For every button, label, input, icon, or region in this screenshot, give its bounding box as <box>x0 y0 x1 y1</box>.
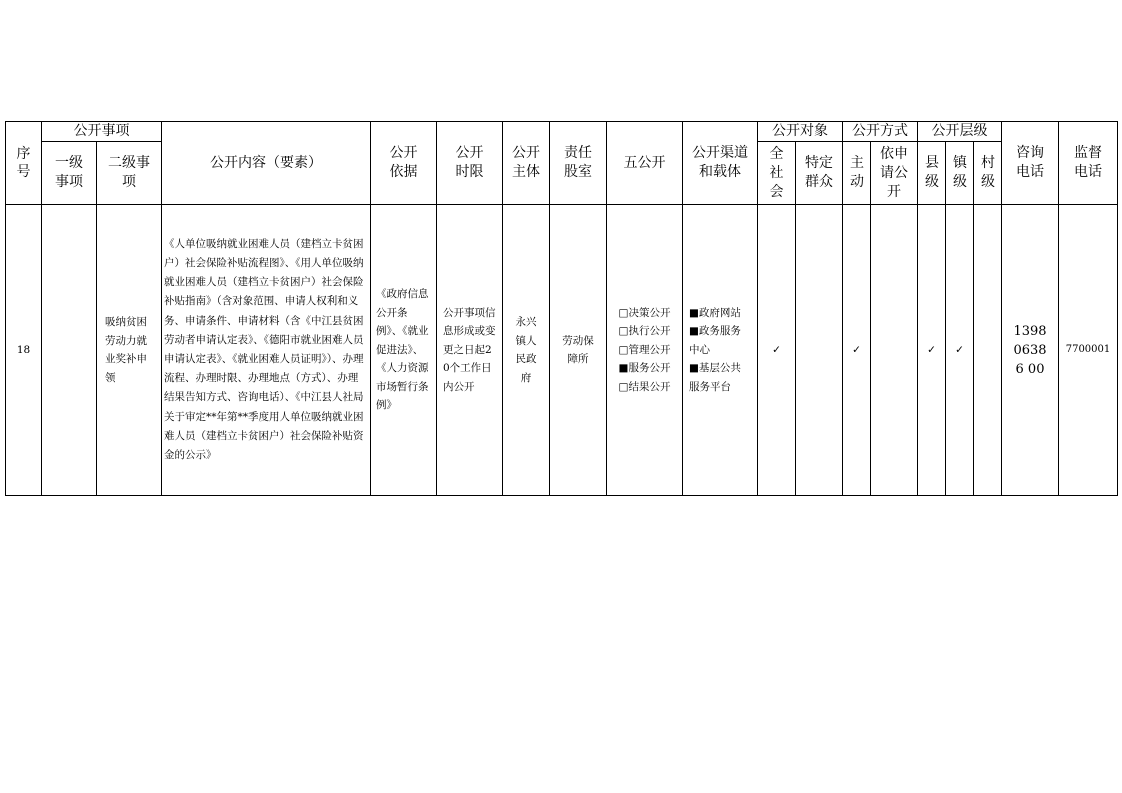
disclosure-table <box>5 121 1118 496</box>
header-items-group: 公开事项 <box>42 122 162 142</box>
row-method-apply-check <box>871 205 918 496</box>
row-level-village-check <box>974 205 1002 496</box>
row-target-all-check: ✓ <box>758 205 796 496</box>
header-target-group: 公开对象 <box>758 122 843 142</box>
row-level-town-check: ✓ <box>946 205 974 496</box>
row-five <box>607 205 683 496</box>
row-method-active-check: ✓ <box>843 205 871 496</box>
header-method-group: 公开方式 <box>843 122 918 142</box>
header-level-town: 镇级 <box>946 142 974 205</box>
row-content: 《人单位吸纳就业困难人员（建档立卡贫困户）社会保险补贴流程图》、《用人单位吸纳就业困难人员（建档立卡贫困户）社会保险补贴指南》（含对象范围、申请人权利和义务、申请条件、申请材料（含《中江县贫困劳动者申请认定表》、《德阳市就业困难人员申请认定表》、《就业困难人员证明》）、办理流程、办理时限、办理地点（方式）、办理结果告知方式、咨询电话）、《中江县人社局关于审定**年第**季度用人单位吸纳就业困难人员（建档立卡贫困户）社会保险补贴资金的公示》 <box>162 205 371 496</box>
five-item-service: ■服务公开 <box>618 362 671 375</box>
row-seq: 18 <box>6 205 42 496</box>
table-row <box>6 205 1118 496</box>
channel-grassroots-platform: ■基层公共服务平台 <box>689 362 741 393</box>
five-item-result: □结果公开 <box>618 380 671 393</box>
row-timing: 公开事项信息形成或变更之日起20个工作日内公开 <box>437 205 503 496</box>
header-consult-phone: 咨询电话 <box>1002 122 1059 205</box>
row-supervise-phone: 7700001 <box>1059 205 1118 496</box>
row-dept: 劳动保障所 <box>550 205 607 496</box>
row-level-county-check: ✓ <box>918 205 946 496</box>
header-timing: 公开时限 <box>437 122 503 205</box>
row-basis: 《政府信息公开条例》、《就业促进法》、《人力资源市场暂行条例》 <box>371 205 437 496</box>
header-level-county: 县级 <box>918 142 946 205</box>
five-item-execution: □执行公开 <box>618 325 671 338</box>
header-supervise-phone: 监督电话 <box>1059 122 1118 205</box>
five-item-decision: □决策公开 <box>618 306 671 319</box>
header-method-active: 主动 <box>843 142 871 205</box>
header-content: 公开内容（要素） <box>162 122 371 205</box>
header-basis: 公开依据 <box>371 122 437 205</box>
header-five: 五公开 <box>607 122 683 205</box>
header-level1: 一级事项 <box>42 142 97 205</box>
header-level-group: 公开层级 <box>918 122 1002 142</box>
header-channel: 公开渠道和载体 <box>683 122 758 205</box>
header-method-apply: 依申请公开 <box>871 142 918 205</box>
header-target-all: 全社会 <box>758 142 796 205</box>
row-consult-phone: 139806386 00 <box>1002 205 1059 496</box>
row-target-specific-check <box>796 205 843 496</box>
header-dept: 责任股室 <box>550 122 607 205</box>
row-subject: 永兴镇人民政府 <box>503 205 550 496</box>
header-subject: 公开主体 <box>503 122 550 205</box>
header-row-1 <box>6 122 1118 142</box>
channel-website: ■政府网站 <box>689 306 741 319</box>
row-channel <box>683 205 758 496</box>
five-item-management: □管理公开 <box>618 343 671 356</box>
five-list <box>619 304 671 397</box>
header-level2: 二级事项 <box>97 142 162 205</box>
row-level2: 吸纳贫困劳动力就业奖补申领 <box>97 205 162 496</box>
row-level1 <box>42 205 97 496</box>
header-target-specific: 特定群众 <box>796 142 843 205</box>
channel-service-center: ■政务服务中心 <box>689 325 741 356</box>
header-seq: 序号 <box>6 122 42 205</box>
header-level-village: 村级 <box>974 142 1002 205</box>
